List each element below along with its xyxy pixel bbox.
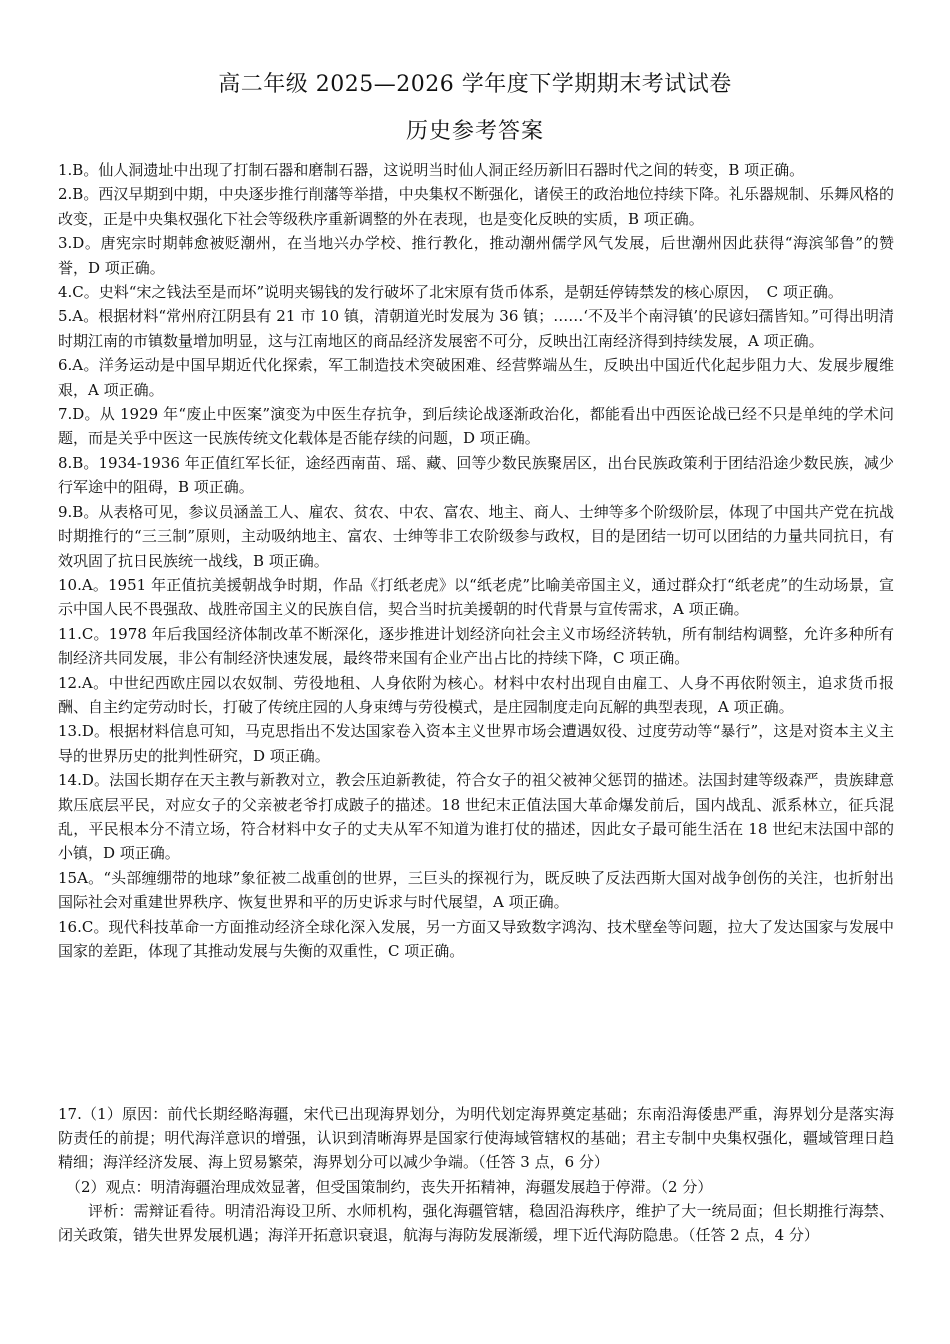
multiple-choice-answers	[58, 158, 894, 963]
answer-item: 13.D。根据材料信息可知，马克思指出不发达国家卷入资本主义世界市场会遭遇奴役、过度劳动等“暴行”，这是对资本主义主导的世界历史的批判性研究，D 项正确。	[58, 722, 894, 765]
answer-item: 16.C。现代科技革命一方面推动经济全球化深入发展，另一方面又导致数字鸿沟、技术壁垒等问题，拉大了发达国家与发展中国家的差距，体现了其推动发展与失衡的双重性，C 项正确。	[58, 917, 894, 960]
answer-key-subtitle: 历史参考答案	[405, 119, 544, 144]
answer-item: 6.A。洋务运动是中国早期近代化探索，军工制造技术突破困难、经营弊端丛生，反映出中国近代化起步阻力大、发展步履维艰，A 项正确。	[58, 356, 894, 399]
exam-title: 高二年级 2025—2026 学年度下学期期末考试试卷	[218, 72, 732, 97]
question-17-answer	[58, 1102, 894, 1247]
answer-item: 1.B。仙人洞遗址中出现了打制石器和磨制石器，这说明当时仙人洞正经历新旧石器时代之间的转变，B 项正确。	[58, 161, 805, 179]
answer-item: 10.A。1951 年正值抗美援朝战争时期，作品《打纸老虎》以“纸老虎”比喻美帝国主义，通过群众打“纸老虎”的生动场景，宣示中国人民不畏强敌、战胜帝国主义的民族自信，契合当时抗美援朝的时代背景与宣传需求，A 项正确。	[58, 575, 894, 619]
answer-item: 11.C。1978 年后我国经济体制改革不断深化，逐步推进计划经济向社会主义市场经济转轨，所有制结构调整，允许多种所有制经济共同发展，非公有制经济快速发展，最终带来国有企业产出占比的持续下降，C 项正确。	[58, 624, 894, 668]
q17-comment: 评析：需辩证看待。明清沿海设卫所、水师机构，强化海疆管辖，稳固沿海秩序，维护了大一统局面；但长期推行海禁、闭关政策，错失世界发展机遇；海洋开拓意识衰退，航海与海防发展渐缓，埋下近代海防隐患。（任答 2 点，4 分）	[58, 1201, 894, 1245]
answer-item: 8.B。1934-1936 年正值红军长征，途经西南苗、瑶、藏、回等少数民族聚居区，出台民族政策利于团结沿途少数民族，减少行军途中的阻碍，B 项正确。	[58, 453, 894, 497]
answer-item: 2.B。西汉早期到中期，中央逐步推行削藩等举措，中央集权不断强化，诸侯王的政治地位持续下降。礼乐器规制、乐舞风格的改变，正是中央集权强化下社会等级秩序重新调整的外在表现，也是变化反映的实质，B 项正确。	[58, 185, 894, 228]
answer-item: 12.A。中世纪西欧庄园以农奴制、劳役地租、人身依附为核心。材料中农村出现自由雇工、人身不再依附领主，追求货币报酬、自主约定劳动时长，打破了传统庄园的人身束缚与劳役模式，是庄园制度走向瓦解的典型表现，A 项正确。	[58, 673, 894, 716]
q17-part2: （2）观点：明清海疆治理成效显著，但受国策制约，丧失开拓精神，海疆发展趋于停滞。（2 分）	[66, 1177, 713, 1196]
answer-item: 15A。“头部缠绷带的地球”象征被二战重创的世界，三巨头的探视行为，既反映了反法西斯大国对战争创伤的关注，也折射出国际社会对重建世界秩序、恢复世界和平的历史诉求与时代展望，A 项正确。	[58, 868, 894, 912]
answer-item: 7.D。从 1929 年“废止中医案”演变为中医生存抗争，到后续论战逐渐政治化，都能看出中西医论战已经不只是单纯的学术问题，而是关乎中医这一民族传统文化载体是否能存续的问题，D 项正确。	[58, 405, 894, 448]
answer-item: 9.B。从表格可见，参议员涵盖工人、雇农、贫农、中农、富农、地主、商人、士绅等多个阶级阶层，体现了中国共产党在抗战时期推行的“三三制”原则，主动吸纳地主、富农、士绅等非工农阶级参与政权，目的是团结一切可以团结的力量共同抗日，有效巩固了抗日民族统一战线，B 项正确。	[58, 502, 894, 570]
answer-item: 5.A。根据材料“常州府江阴县有 21 市 10 镇，清朝道光时发展为 36 镇；……‘不及半个南浔镇’的民谚妇孺皆知。”可得出明清时期江南的市镇数量增加明显，这与江南地区的商品经济发展密不可分，反映出江南经济得到持续发展，A 项正确。	[58, 307, 894, 350]
q17-part1: 17.（1）原因：前代长期经略海疆，宋代已出现海界划分，为明代划定海界奠定基础；东南沿海倭患严重，海界划分是落实海防责任的前提；明代海洋意识的增强，认识到清晰海界是国家行使海域管辖权的基础；君主专制中央集权强化，疆域管理日趋精细；海洋经济发展、海上贸易繁荣，海界划分可以减少争端。（任答 3 点，6 分）	[58, 1105, 894, 1172]
answer-item: 14.D。法国长期存在天主教与新教对立，教会压迫新教徒，符合女子的祖父被神父惩罚的描述。法国封建等级森严，贵族肆意欺压底层平民，对应女子的父亲被老爷打成跛子的描述。18 世纪末正值法国大革命爆发前后，国内战乱、派系林立，征兵混乱，平民根本分不清立场，符合材料中女子的丈夫从军不知道为谁打仗的描述，因此女子最可能生活在 18 世纪末法国中部的小镇，D 项正确。	[58, 771, 894, 863]
answer-item: 3.D。唐宪宗时期韩愈被贬潮州，在当地兴办学校、推行教化，推动潮州儒学风气发展，后世潮州因此获得“海滨邹鲁”的赞誉，D 项正确。	[58, 234, 894, 277]
answer-item: 4.C。史料“宋之钱法至是而坏”说明夹锡钱的发行破坏了北宋原有货币体系，是朝廷停铸禁发的核心原因， C 项正确。	[58, 283, 843, 302]
